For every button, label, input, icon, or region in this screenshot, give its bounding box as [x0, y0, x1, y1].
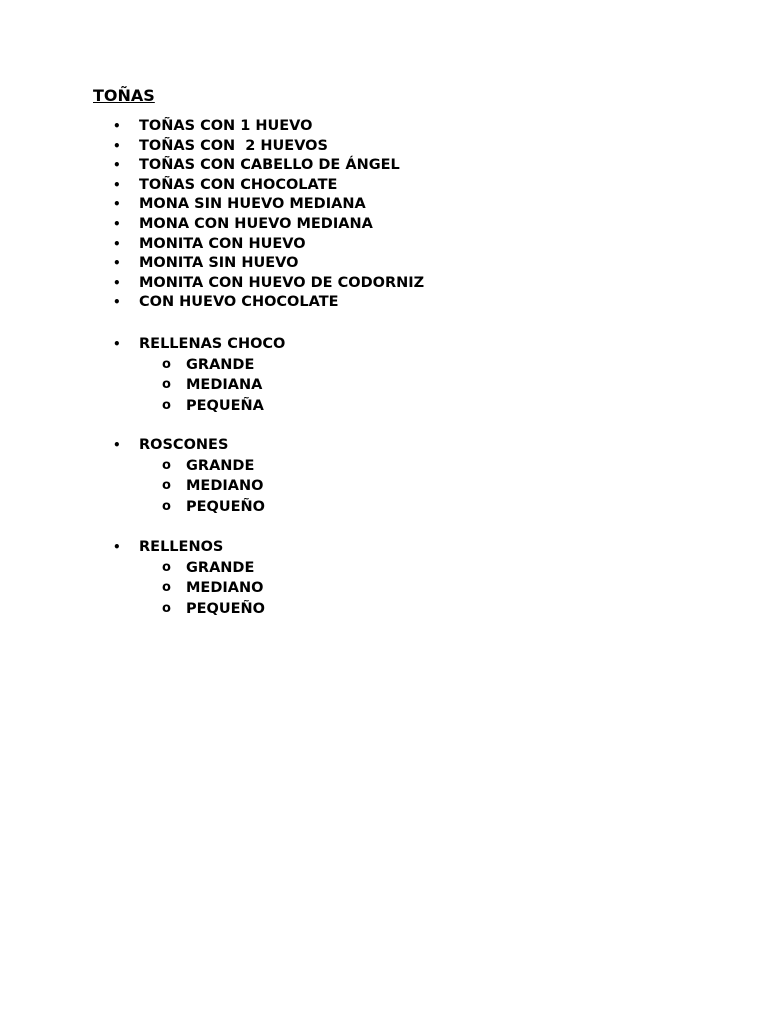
list-item — [0, 254, 768, 274]
group-rellenas-choco — [0, 335, 768, 416]
sub-item-text: GRANDE — [186, 559, 255, 576]
sub-item-text: PEQUEÑA — [186, 397, 264, 414]
document-title: TOÑAS — [93, 86, 155, 105]
sub-list-item — [0, 558, 768, 579]
list-item-text: TOÑAS CON CABELLO DE ÁNGEL — [139, 157, 400, 174]
sub-item-text: MEDIANO — [186, 580, 264, 597]
bullet-icon: • — [113, 197, 121, 212]
list-item — [0, 235, 768, 255]
group-heading — [0, 335, 768, 355]
main-bullet-list — [0, 117, 768, 313]
bullet-icon: • — [113, 438, 121, 452]
group-roscones — [0, 436, 768, 517]
circle-bullet-icon: o — [162, 559, 171, 575]
bullet-icon: • — [113, 256, 121, 271]
list-item-text: TOÑAS CON 1 HUEVO — [139, 118, 313, 134]
list-item — [0, 137, 768, 157]
sub-list-item — [0, 497, 768, 518]
bullet-icon: • — [113, 177, 121, 192]
bullet-icon: • — [113, 138, 121, 153]
list-item-text: MONITA CON HUEVO — [139, 235, 306, 252]
sub-item-text: MEDIANA — [186, 377, 263, 394]
circle-bullet-icon: o — [162, 580, 171, 596]
list-item — [0, 156, 768, 176]
group-heading — [0, 538, 768, 558]
circle-bullet-icon: o — [162, 457, 171, 473]
sub-item-text: PEQUEÑO — [186, 600, 265, 617]
bullet-icon: • — [113, 119, 121, 133]
circle-bullet-icon: o — [162, 498, 171, 514]
circle-bullet-icon: o — [162, 600, 171, 616]
sub-item-text: PEQUEÑO — [186, 498, 265, 515]
sub-item-text: GRANDE — [186, 356, 255, 373]
list-item-text: CON HUEVO CHOCOLATE — [139, 294, 339, 311]
circle-bullet-icon: o — [162, 377, 171, 393]
list-item — [0, 215, 768, 235]
group-rellenos — [0, 538, 768, 619]
bullet-icon: • — [113, 275, 121, 290]
list-item — [0, 195, 768, 215]
bullet-icon: • — [113, 295, 121, 310]
bullet-icon: • — [113, 540, 121, 554]
sub-list-item — [0, 578, 768, 599]
list-item-text: MONA SIN HUEVO MEDIANA — [139, 196, 366, 213]
sub-list-item — [0, 396, 768, 417]
sub-list-item — [0, 456, 768, 477]
sub-list-item — [0, 599, 768, 620]
list-item-text: MONA CON HUEVO MEDIANA — [139, 215, 373, 232]
list-item — [0, 117, 768, 137]
list-item — [0, 274, 768, 294]
bullet-icon: • — [113, 158, 121, 173]
circle-bullet-icon: o — [162, 397, 171, 413]
group-label: RELLENOS — [139, 539, 224, 555]
circle-bullet-icon: o — [162, 356, 171, 372]
list-item-text: TOÑAS CON CHOCOLATE — [139, 176, 338, 193]
bullet-icon: • — [113, 337, 121, 351]
group-label: ROSCONES — [139, 437, 229, 453]
list-item-text: MONITA SIN HUEVO — [139, 255, 299, 272]
list-item — [0, 176, 768, 196]
sub-item-text: MEDIANO — [186, 478, 264, 495]
sub-list-item — [0, 375, 768, 396]
sub-list-item — [0, 476, 768, 497]
circle-bullet-icon: o — [162, 478, 171, 494]
bullet-icon: • — [113, 216, 121, 231]
sub-list-item — [0, 355, 768, 376]
group-label: RELLENAS CHOCO — [139, 336, 286, 352]
group-heading — [0, 436, 768, 456]
list-item-text: MONITA CON HUEVO DE CODORNIZ — [139, 274, 425, 291]
sub-item-text: GRANDE — [186, 457, 255, 474]
bullet-icon: • — [113, 236, 121, 251]
list-item-text: TOÑAS CON 2 HUEVOS — [139, 137, 328, 154]
list-item — [0, 293, 768, 313]
